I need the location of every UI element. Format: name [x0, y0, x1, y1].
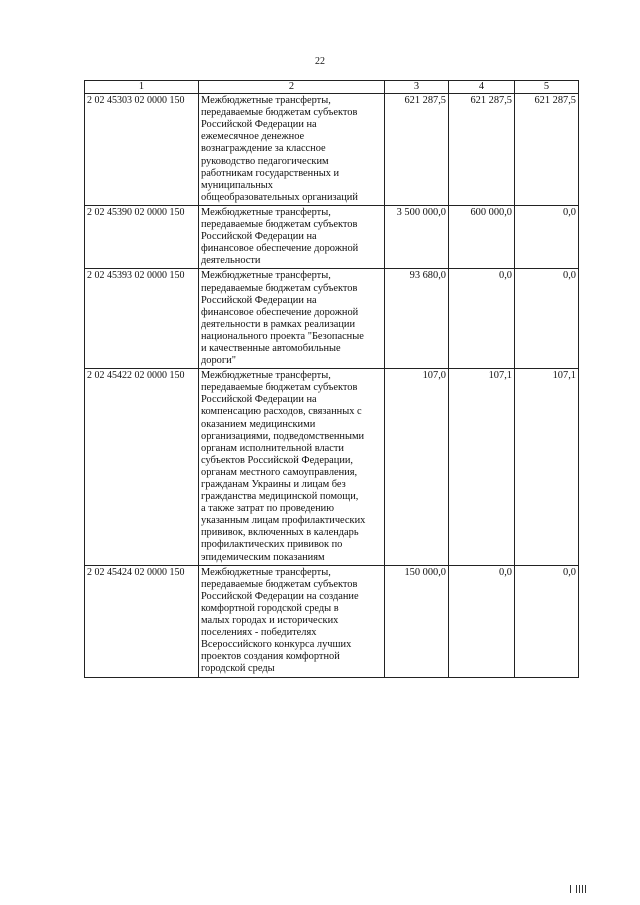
description-line: Межбюджетные трансферты,: [201, 95, 331, 107]
revenue-description: [199, 369, 385, 566]
amount-column-4: 0,0: [449, 565, 515, 677]
table-row: [85, 205, 579, 268]
description-line: организациями, подведомственными: [201, 430, 365, 442]
page-number: 22: [315, 56, 325, 67]
description-line: деятельности в рамках реализации: [201, 318, 356, 330]
description-line: Межбюджетные трансферты,: [201, 206, 331, 218]
description-line: проектов создания комфортной: [201, 651, 340, 663]
barcode-mark: [570, 885, 586, 893]
revenue-code: 2 02 45393 02 0000 150: [85, 269, 199, 369]
revenue-description: [199, 565, 385, 677]
description-line: оказанием медицинскими: [201, 418, 316, 430]
description-line: компенсацию расходов, связанных с: [201, 406, 362, 418]
revenue-code: 2 02 45390 02 0000 150: [85, 205, 199, 268]
amount-column-4: 0,0: [449, 269, 515, 369]
amount-column-3: 150 000,0: [385, 565, 449, 677]
description-line: малых городах и исторических: [201, 615, 339, 627]
amount-column-4: 600 000,0: [449, 205, 515, 268]
description-line: эпидемическим показаниям: [201, 551, 325, 563]
description-line: субъектов Российской Федерации,: [201, 454, 354, 466]
description-line: передаваемые бюджетам субъектов: [201, 282, 358, 294]
description-line: поселениях - победителях: [201, 627, 317, 639]
description-line: финансовое обеспечение дорожной: [201, 243, 359, 255]
description-line: передаваемые бюджетам субъектов: [201, 219, 358, 231]
description-line: передаваемые бюджетам субъектов: [201, 578, 358, 590]
description-line: работникам государственных и: [201, 167, 340, 179]
amount-column-4: 107,1: [449, 369, 515, 566]
description-line: национального проекта "Безопасные: [201, 330, 364, 342]
amount-column-5: 621 287,5: [515, 94, 579, 206]
description-line: Межбюджетные трансферты,: [201, 370, 331, 382]
description-line: Российской Федерации на: [201, 231, 317, 243]
description-line: передаваемые бюджетам субъектов: [201, 107, 358, 119]
description-line: финансовое обеспечение дорожной: [201, 306, 359, 318]
description-line: передаваемые бюджетам субъектов: [201, 382, 358, 394]
revenue-code: 2 02 45424 02 0000 150: [85, 565, 199, 677]
description-line: деятельности: [201, 255, 261, 267]
column-header-5: 5: [515, 81, 579, 94]
revenue-description: [199, 205, 385, 268]
description-line: вознаграждение за классное: [201, 143, 326, 155]
description-line: Российской Федерации на: [201, 294, 317, 306]
description-line: Российской Федерации на создание: [201, 590, 359, 602]
amount-column-3: 107,0: [385, 369, 449, 566]
amount-column-3: 621 287,5: [385, 94, 449, 206]
revenue-code: 2 02 45303 02 0000 150: [85, 94, 199, 206]
column-header-4: 4: [449, 81, 515, 94]
description-line: органам местного самоуправления,: [201, 466, 358, 478]
description-line: профилактических прививок по: [201, 539, 343, 551]
description-line: городской среды: [201, 663, 275, 675]
description-line: органам исполнительной власти: [201, 442, 344, 454]
description-line: указанным лицам профилактических: [201, 515, 366, 527]
description-line: руководство педагогическим: [201, 155, 329, 167]
amount-column-5: 107,1: [515, 369, 579, 566]
description-line: гражданства медицинской помощи,: [201, 491, 359, 503]
description-line: муниципальных: [201, 179, 273, 191]
description-line: Российской Федерации на: [201, 394, 317, 406]
description-line: общеобразовательных организаций: [201, 191, 358, 203]
description-line: Российской Федерации на: [201, 119, 317, 131]
amount-column-5: 0,0: [515, 565, 579, 677]
revenue-description: [199, 269, 385, 369]
description-line: гражданам Украины и лицам без: [201, 479, 346, 490]
revenue-code: 2 02 45422 02 0000 150: [85, 369, 199, 566]
amount-column-5: 0,0: [515, 269, 579, 369]
description-line: Межбюджетные трансферты,: [201, 270, 331, 282]
description-line: дороги": [201, 355, 236, 367]
budget-table: [84, 80, 579, 678]
table-row: [85, 269, 579, 369]
amount-column-3: 93 680,0: [385, 269, 449, 369]
column-header-1: 1: [85, 81, 199, 94]
amount-column-4: 621 287,5: [449, 94, 515, 206]
amount-column-3: 3 500 000,0: [385, 205, 449, 268]
description-line: Всероссийского конкурса лучших: [201, 639, 352, 651]
column-header-3: 3: [385, 81, 449, 94]
column-header-2: 2: [199, 81, 385, 94]
description-line: комфортной городской среды в: [201, 602, 339, 614]
table-row: [85, 565, 579, 677]
table-row: [85, 94, 579, 206]
header-row: [85, 81, 579, 94]
amount-column-5: 0,0: [515, 205, 579, 268]
revenue-description: [199, 94, 385, 206]
table-row: [85, 369, 579, 566]
description-line: прививок, включенных в календарь: [201, 527, 359, 539]
description-line: ежемесячное денежное: [201, 131, 305, 143]
description-line: а также затрат по проведению: [201, 503, 334, 515]
description-line: Межбюджетные трансферты,: [201, 566, 331, 578]
description-line: и качественные автомобильные: [201, 342, 341, 354]
